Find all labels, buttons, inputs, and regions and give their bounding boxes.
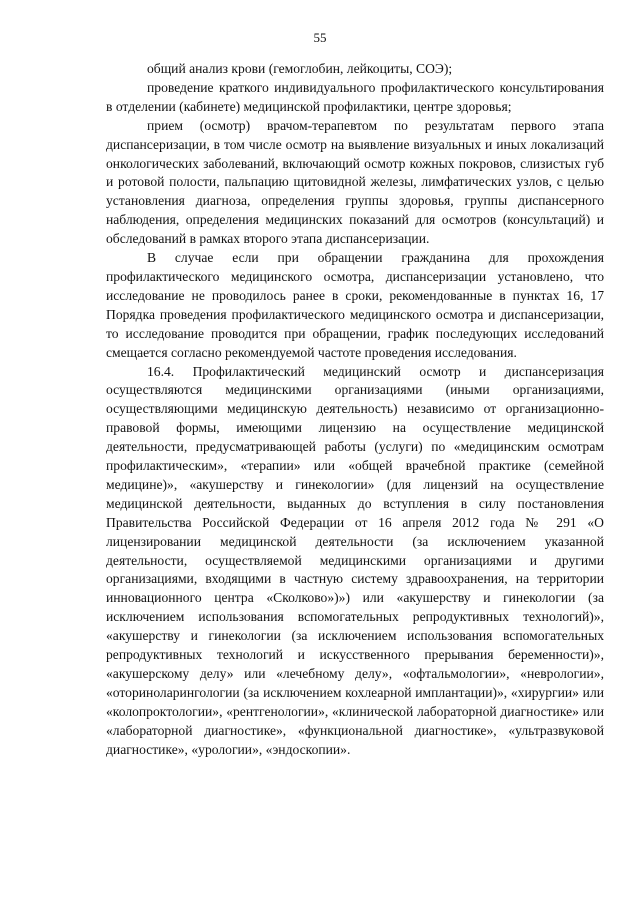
document-body <box>106 60 604 760</box>
paragraph-examination-timing: В случае если при обращении гражданина для прохождения профилактического медицинского осмотра, диспансеризации установлено, что исследование не проводилось ранее в сроки, рекомендованные в пунктах 16, 17 Порядка проведения профилактического медицинского осмотра и диспансеризации, то исследование проводится при обращении, график последующих исследований смещается согласно рекомендуемой частоте проведения исследования. <box>106 250 604 360</box>
paragraph-consultation: проведение краткого индивидуального профилактического консультирования в отделении (кабинете) медицинской профилактики, центре здоровья; <box>106 79 604 114</box>
paragraph-16-4-licensing: 16.4. Профилактический медицинский осмотр и диспансеризация осуществляются медицинскими организациями (иными организациями, осуществляющими медицинскую деятельность) независимо от организационно-правовой формы, имеющими лицензию на осуществление медицинской деятельности, предусматривающей работы (услуги) по «медицинским осмотрам профилактическим», «терапии» или «общей врачебной практике (семейной медицине)», «акушерству и гинекологии» (для лицензий на осуществление медицинской деятельности, выданных до вступления в силу постановления Правительства Российской Федерации от 16 апреля 2012 года № 291 «О лицензировании медицинской деятельности (за исключением указанной деятельности, осуществляемой медицинскими организациями и другими организациями, входящими в частную систему здравоохранения, на территории инновационного центра «Сколково»)») или «акушерству и гинекологии (за исключением использования вспомогательных репродуктивных технологий)», «акушерству и гинекологии (за исключением использования вспомогательных репродуктивных технологий и искусственного прерывания беременности)», «акушерскому делу» или «лечебному делу», «офтальмологии», «неврологии», «оториноларингологии (за исключением кохлеарной имплантации)», «хирургии» или «колопроктологии», «рентгенологии», «клинической лабораторной диагностике» или «лабораторной диагностике», «функциональной диагностике», «ультразвуковой диагностике», «урологии», «эндоскопии». <box>106 363 604 757</box>
paragraph-therapist-exam: прием (осмотр) врачом-терапевтом по результатам первого этапа диспансеризации, в том числе осмотр на выявление визуальных и иных локализаций онкологических заболеваний, включающий осмотр кожных покровов, слизистых губ и ротовой полости, пальпацию щитовидной железы, лимфатических узлов, с целью установления диагноза, определения группы здоровья, группы диспансерного наблюдения, определения медицинских показаний для осмотров (консультаций) и обследований в рамках второго этапа диспансеризации. <box>106 117 604 247</box>
page-number: 55 <box>313 30 327 45</box>
paragraph-blood-test: общий анализ крови (гемоглобин, лейкоциты, СОЭ); <box>147 61 453 76</box>
